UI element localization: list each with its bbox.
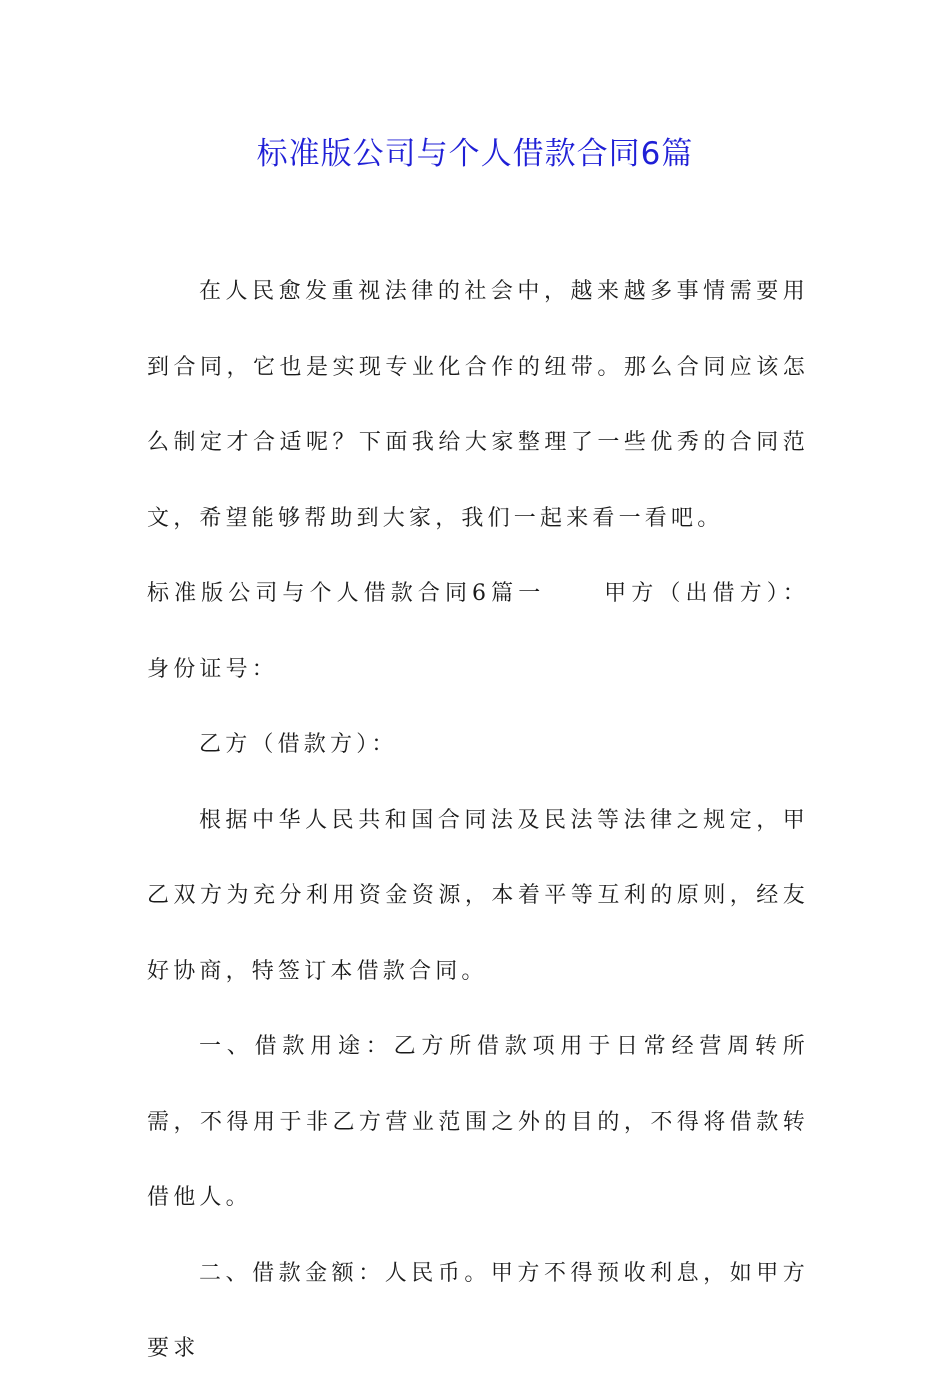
intro-paragraph: 在人民愈发重视法律的社会中，越来越多事情需要用到合同，它也是实现专业化合作的纽带。那么合同应该怎么制定才合适呢？下面我给大家整理了一些优秀的合同范文，希望能够帮助到大家，我们一起来看一看吧。 xyxy=(147,279,809,531)
party-b-line: 乙方（借款方）： xyxy=(199,732,398,757)
party-a-line: 甲方（出借方）：身份证号： xyxy=(147,581,809,682)
clause-2-paragraph: 二、借款金额：人民币。甲方不得预收利息，如甲方要求 xyxy=(147,1260,809,1361)
section-heading-line xyxy=(147,556,809,707)
clause-1-paragraph: 一、借款用途：乙方所借款项用于日常经营周转所需，不得用于非乙方营业范围之外的目的，不得将借款转借他人。 xyxy=(147,1034,809,1210)
document-title: 标准版公司与个人借款合同6篇 xyxy=(256,136,694,172)
document-body xyxy=(147,254,809,1387)
section-heading: 标准版公司与个人借款合同6篇一 xyxy=(147,581,546,606)
preamble-paragraph: 根据中华人民共和国合同法及民法等法律之规定，甲乙双方为充分利用资金资源，本着平等互利的原则，经友好协商，特签订本借款合同。 xyxy=(147,807,809,984)
